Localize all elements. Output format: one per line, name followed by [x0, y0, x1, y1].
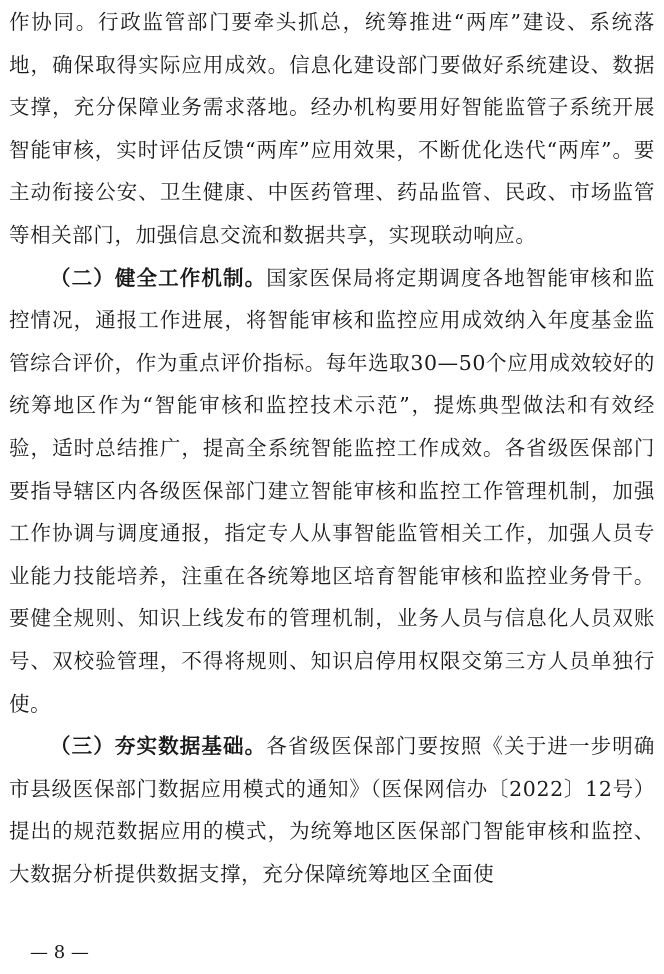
paragraph-3: [9, 725, 655, 895]
paragraph-2-text: 国家医保局将定期调度各地智能审核和监控情况，通报工作进展，将智能审核和监控应用成效纳入年度基金监管综合评价，作为重点评价指标。每年选取30—50个应用成效较好的统筹地区作为“智能审核和监控技术示范”，提炼典型做法和有效经验，适时总结推广，提高全系统智能监控工作成效。各省级医保部门要指导辖区内各级医保部门建立智能审核和监控工作管理机制，加强工作协调与调度通报，指定专人从事智能监管相关工作，加强人员专业能力技能培养，注重在各统筹地区培育智能审核和监控业务骨干。要健全规则、知识上线发布的管理机制，业务人员与信息化人员双账号、双校验管理，不得将规则、知识启停用权限交第三方人员单独行使。: [9, 265, 655, 716]
paragraph-2-heading: （二）健全工作机制。: [50, 265, 267, 290]
page-number: — 8 —: [30, 942, 89, 963]
paragraph-1-text: 作协同。行政监管部门要牵头抓总，统筹推进“两库”建设、系统落地，确保取得实际应用成效。信息化建设部门要做好系统建设、数据支撑，充分保障业务需求落地。经办机构要用好智能监管子系统开展智能审核，实时评估反馈“两库”应用效果，不断优化迭代“两库”。要主动衔接公安、卫生健康、中医药管理、药品监管、民政、市场监管等相关部门，加强信息交流和数据共享，实现联动响应。: [9, 10, 655, 247]
document-page: [9, 0, 655, 895]
paragraph-1: [9, 1, 655, 257]
paragraph-3-text: 各省级医保部门要按照《关于进一步明确市县级医保部门数据应用模式的通知》（医保网信办〔2022〕12号）提出的规范数据应用的模式，为统筹地区医保部门智能审核和监控、大数据分析提供数据支撑，充分保障统筹地区全面使: [9, 734, 655, 886]
paragraph-2: [9, 257, 655, 726]
paragraph-3-heading: （三）夯实数据基础。: [50, 734, 267, 759]
